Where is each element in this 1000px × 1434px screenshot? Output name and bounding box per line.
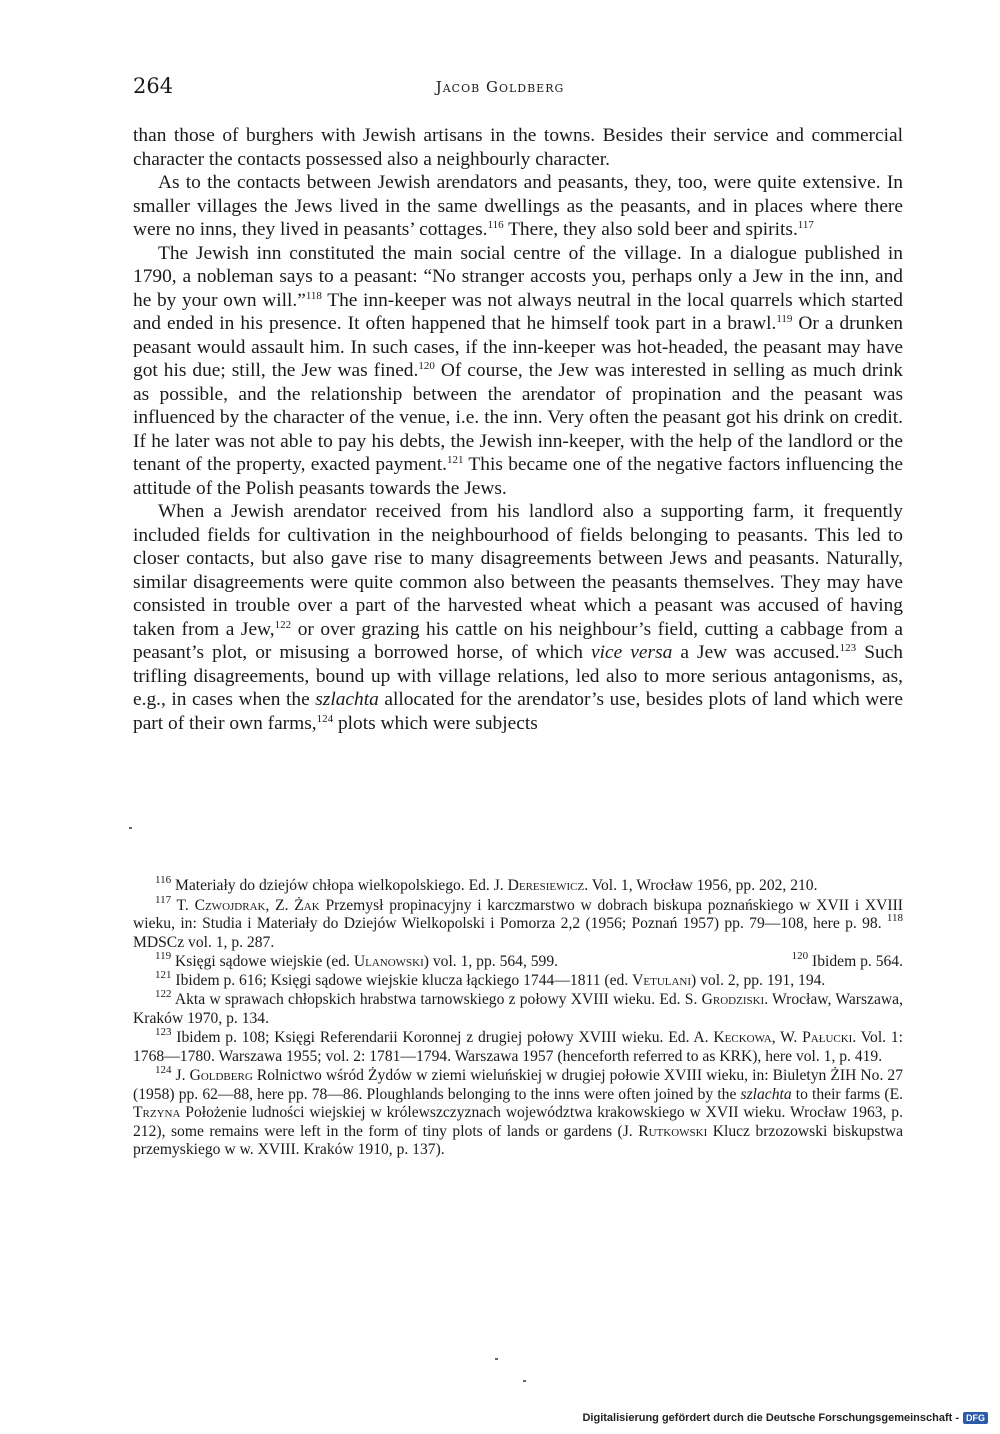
text-run: Or a drunken peasant would assault him. In such cases, if the inn-keeper was hot-headed, the peasant may have got his due; still, the Jew was fined. [133,313,903,381]
text-run: a Jew was accused. [672,642,840,663]
text-run: T. [171,896,195,914]
footnote-marker: 116 [155,874,172,886]
body-paragraph [133,242,903,501]
footnote-marker: 121 [155,968,172,981]
author-name: Grodziski [701,991,765,1008]
footnote-123 [133,1026,903,1066]
footnote-120 [791,950,903,972]
text-run: Akta w sprawach chłopskich hrabstwa tarnowskiego z połowy XVIII wieku. Ed. S. [171,991,702,1008]
text-run: Ibidem p. 616; Księgi sądowe wiejskie klucza łąckiego 1744—1811 (ed. [171,971,633,989]
author-name: Pałucki [802,1029,853,1046]
footnote-marker: 120 [791,950,809,962]
scan-speck [129,827,132,829]
text-run: . Vol. 1: 1768—1780. Warszawa 1955; vol. 2: 1781—1794. Warszawa 1957 (henceforth referred to as KRK), here vol. 1, p. 419. [133,1029,903,1065]
footnote-marker: 122 [155,988,172,1000]
text-run: Położenie ludności wiejskiej w królewszczyznach województwa krakowskiego w XVII wieku. Wrocław 1963, p. 212), some remains were left in the form of tiny plots of lands or gardens (J. [133,1104,903,1140]
text-run: plots which were subjects [333,712,538,734]
text-run: Ibidem p. 564. [808,953,903,970]
footnote-marker: 123 [839,642,857,654]
digitization-banner-text: Digitalisierung gefördert durch die Deutsche Forschungsgemeinschaft - [582,1412,959,1424]
text-run: , Z. [265,896,295,914]
italic-text: szlachta [740,1085,792,1103]
footnote-116 [133,874,903,896]
text-run: Ibidem p. 108; Księgi Referendarii Koronnej z drugiej połowy XVIII wieku. Ed. A. [171,1029,714,1046]
text-run: ) vol. 2, pp. 191, 194. [691,971,826,989]
digitization-banner [582,1412,988,1424]
text-run: MDSCz vol. 1, p. 287. [133,933,275,951]
text-run: . Vol. 1, Wrocław 1956, pp. 202, 210. [584,877,818,894]
text-run: ) vol. 1, pp. 564, 599. [423,953,559,970]
running-head: Jacob Goldberg [435,78,565,96]
text-run: Księgi sądowe wiejskie (ed. [171,953,354,970]
footnote-marker: 118 [305,289,322,302]
footnote-marker: 122 [274,618,292,631]
text-run: Rolnictwo wśród Żydów w ziemi wieluńskiej w drugiej połowie XVIII wieku, in: Biuletyn ŻIH No. 27 (1958) pp. 62—88, here pp. 78—86. Ploughlands belonging to the inns were often joined by the [133,1067,903,1103]
author-name: Czwojdrak [194,896,266,914]
text-run: allocated for the arendator’s use, besides plots of land which were part of their own farms, [133,689,903,734]
text-run: Przemysł propinacyjny i karczmarstwo w dobrach biskupa poznańskiego w XVII i XVIII wieku, in: Studia i Materiały do Dziejów Wielkopolski i Pomorza 2,2 (1956; Poznań 1957) pp. 79—108, here p. 98. [133,896,904,932]
text-run: This became one of the negative factors influencing the attitude of the Polish peasants towards the Jews. [133,454,903,499]
text-run: . Wrocław, Warszawa, Kraków 1970, p. 134. [133,991,903,1027]
footnote-marker: 118 [886,912,903,924]
footnote-119-120 [133,950,903,972]
footnote-marker: 123 [155,1026,172,1038]
author-name: Goldberg [189,1067,253,1084]
author-name: Ulanowski [353,953,424,970]
footnotes [133,874,904,1161]
body-paragraph [133,171,903,242]
italic-text: vice versa [591,642,673,663]
text-run: , W. [771,1029,803,1046]
footnote-marker: 121 [446,454,464,466]
footnote-117-118 [133,893,904,953]
text-run: As to the contacts between Jewish arendators and peasants, they, too, were quite extensive. In smaller villages the Jews lived in the same dwellings as the peasants, and in places where there were no inns, they lived in peasants’ cottages. [133,172,903,240]
body-text [133,124,903,735]
text-run: When a Jewish arendator received from his landlord also a supporting farm, it frequently included fields for cultivation in the neighbourhood of fields belonging to peasants. This led to closer contacts, but also gave rise to many disagreements between Jews and peasants. Naturally, similar disagreements were quite common also between the peasants themselves. They may have consisted in trouble over a part of the harvested wheat which a peasant was accused of having taken from a Jew, [133,501,903,640]
scan-speck [495,1358,498,1360]
dfg-logo-icon: DFG [963,1412,988,1424]
text-run: The Jewish inn constituted the main social centre of the village. In a dialogue published in 1790, a nobleman says to a peasant: “No stranger accosts you, perhaps only a Jew in the inn, and he by your own will.” [133,242,903,311]
text-run: The inn-keeper was not always neutral in the local quarrels which started and ended in his presence. It often happened that he himself took part in a brawl. [133,289,904,334]
author-name: Keckowa [713,1029,772,1046]
footnote-marker: 119 [776,313,793,325]
footnote-marker: 124 [155,1064,172,1076]
author-name: Żak [294,896,320,914]
author-name: Rutkowski [638,1122,708,1140]
footnote-marker: 120 [418,360,435,372]
italic-text: szlachta [315,689,379,710]
text-run: J. [171,1067,190,1084]
body-paragraph [133,500,903,735]
body-paragraph [133,124,903,171]
footnote-marker: 116 [487,219,504,231]
scan-speck [523,1380,526,1382]
text-run: Of course, the Jew was interested in selling as much drink as possible, and the relationship between the arendator of propination and the peasant was influenced by the character of the venue, i.e. the inn. Very often the peasant got his drink on credit. If he later was not able to pay his debts, the Jewish inn-keeper, with the help of the landlord or the tenant of the property, exacted payment. [133,360,903,475]
text-run: Materiały do dziejów chłopa wielkopolskiego. Ed. J. [171,877,508,894]
footnote-marker: 117 [155,893,172,906]
footnote-marker: 119 [155,950,172,962]
author-name: Trzyna [133,1104,181,1121]
text-run: to their farms (E. [791,1085,904,1103]
text-run: than those of burghers with Jewish artisans in the towns. Besides their service and commercial character the contacts possessed also a neighbourly character. [133,125,903,170]
text-run: There, they also sold beer and spirits. [503,219,798,240]
footnote-119 [133,950,559,972]
footnote-122 [133,988,903,1028]
footnote-124 [133,1064,904,1160]
footnote-marker: 124 [316,712,334,725]
footnote-marker: 117 [797,219,814,231]
page-number: 264 [133,74,174,98]
text-run: Klucz brzozowski biskupstwa przemyskiego w w. XVIII. Kraków 1910, p. 137). [133,1122,903,1158]
footnote-121 [133,968,903,991]
author-name: Deresiewicz [507,877,585,894]
text-run: or over grazing his cattle on his neighbour’s field, cutting a cabbage from a peasant’s plot, or misusing a borrowed horse, of which [133,618,903,663]
text-run: Such trifling disagreements, bound up with village relations, led also to more serious antagonisms, as, e.g., in cases when the [133,642,903,710]
author-name: Vetulani [632,971,692,989]
